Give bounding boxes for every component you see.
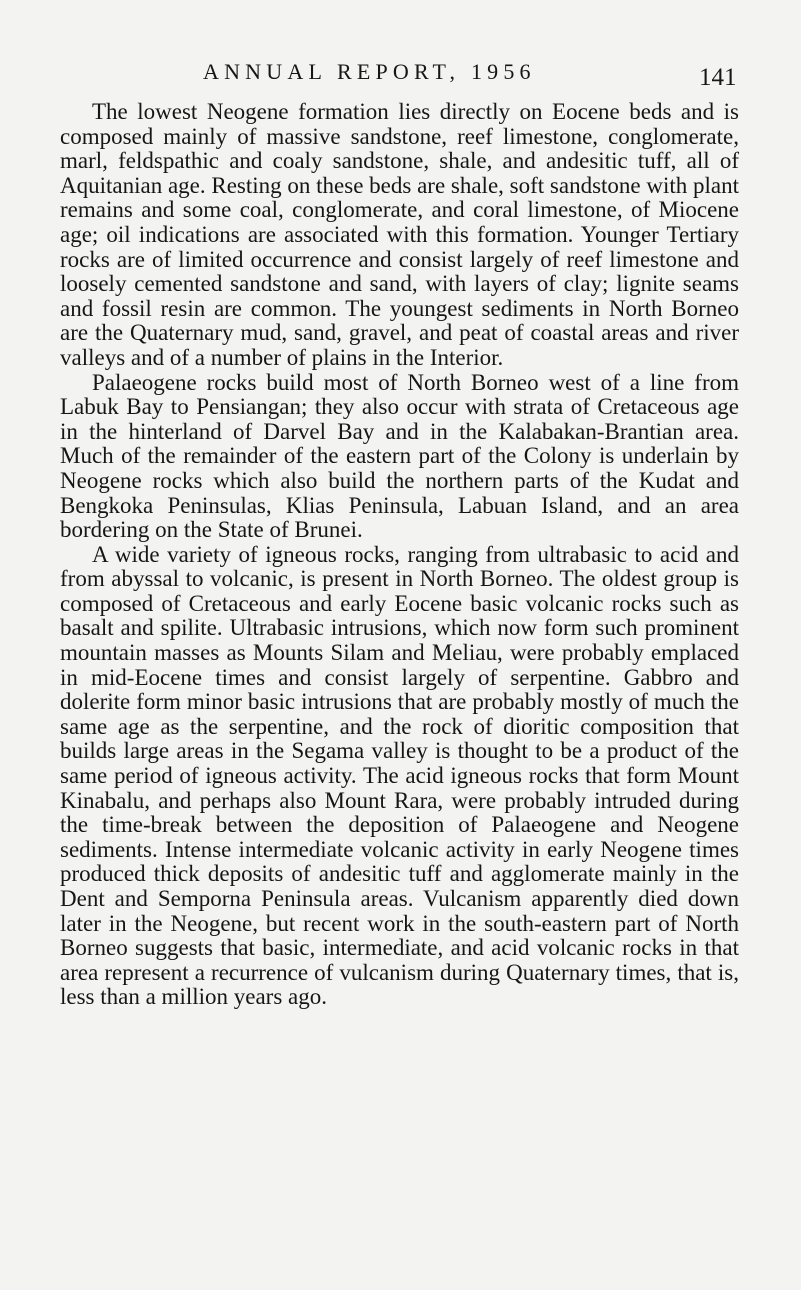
paragraph-neogene-formation: The lowest Neogene formation lies directly on Eocene beds and is composed mainly of massive sandstone, reef limestone, conglomerate, marl, feldspathic and coaly sandstone, shale, and andesitic tuff, all of Aquitanian age. Resting on these beds are shale, soft sandstone with plant remains and some coal, conglomerate, and coral limestone, of Miocene age; oil indications are associated with this formation. Younger Tertiary rocks are of limited occurrence and consist largely of reef limestone and loosely cemented sandstone and sand, with layers of clay; lignite seams and fossil resin are common. The youngest sediments in North Borneo are the Quaternary mud, sand, gravel, and peat of coastal areas and river valleys and of a number of plains in the Interior. xyxy=(60,99,739,370)
running-title: ANNUAL REPORT, 1956 xyxy=(203,59,536,84)
page-header xyxy=(0,54,801,94)
page-number: 141 xyxy=(699,64,737,91)
paragraph-igneous-rocks: A wide variety of igneous rocks, ranging from ultrabasic to acid and from abyssal to volcanic, is present in North Borneo. The oldest group is composed of Cretaceous and early Eocene basic volcanic rocks such as basalt and spilite. Ultrabasic intrusions, which now form such prominent mountain masses as Mounts Silam and Meliau, were probably emplaced in mid-Eocene times and consist largely of serpentine. Gabbro and dolerite form minor basic intrusions that are probably mostly of much the same age as the serpentine, and the rock of dioritic composition that builds large areas in the Segama valley is thought to be a product of the same period of igneous activity. The acid igneous rocks that form Mount Kinabalu, and perhaps also Mount Rara, were probably intruded during the time-break between the deposition of Palaeogene and Neogene sediments. Intense intermediate volcanic activity in early Neogene times produced thick deposits of andesitic tuff and agglomerate mainly in the Dent and Semporna Peninsula areas. Vulcanism apparently died down later in the Neogene, but recent work in the south-eastern part of North Borneo suggests that basic, intermediate, and acid volcanic rocks in that area represent a recurrence of vulcanism during Quaternary times, that is, less than a million years ago. xyxy=(60,541,739,1010)
body-text xyxy=(60,100,739,1010)
paragraph-palaeogene-rocks: Palaeogene rocks build most of North Borneo west of a line from Labuk Bay to Pensiangan; they also occur with strata of Cretaceous age in the hinterland of Darvel Bay and in the Kalabakan-Brantian area. Much of the remainder of the eastern part of the Colony is underlain by Neogene rocks which also build the northern parts of the Kudat and Bengkoka Peninsulas, Klias Peninsula, Labuan Island, and an area bordering on the State of Brunei. xyxy=(60,369,739,543)
